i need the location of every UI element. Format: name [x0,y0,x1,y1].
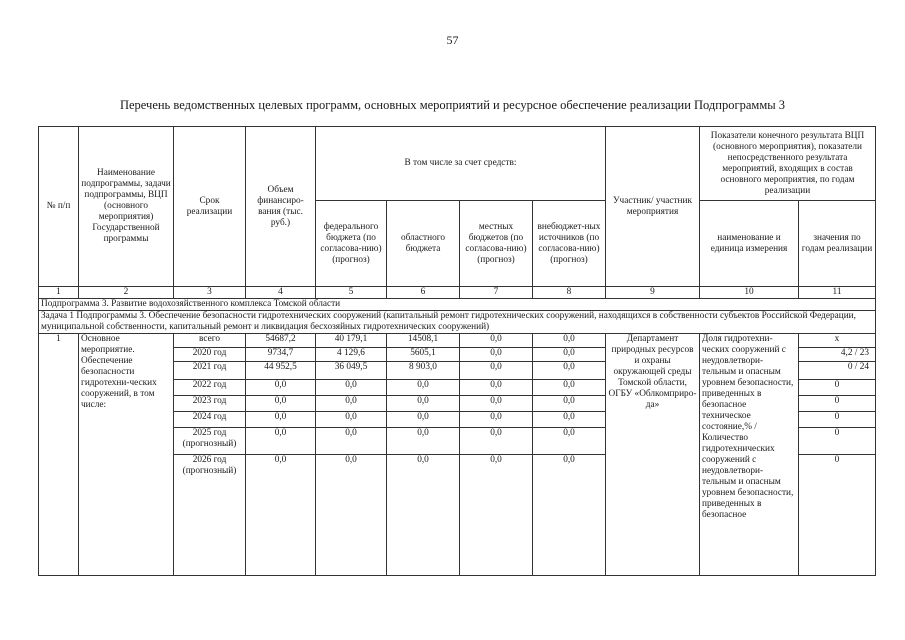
column-number: 5 [316,287,387,299]
header-period: Срок реализации [174,127,246,287]
column-number: 11 [799,287,876,299]
regional-cell: 0,0 [387,428,460,455]
volume-cell: 9734,7 [246,348,316,362]
entry-number: 1 [39,334,79,576]
federal-cell: 0,0 [316,428,387,455]
offbudget-cell: 0,0 [533,428,606,455]
column-number: 8 [533,287,606,299]
regional-cell: 8 903,0 [387,362,460,380]
federal-cell: 0,0 [316,380,387,396]
regional-cell: 14508,1 [387,334,460,348]
header-indicator-values: значения по годам реализации [799,201,876,287]
regional-cell: 0,0 [387,455,460,576]
volume-cell: 0,0 [246,396,316,412]
program-table [38,126,876,576]
header-regional: областного бюджета [387,201,460,287]
header-name: Наименование подпрограммы, задачи подпрограммы, ВЦП (основного мероприятия) Государственной программы [79,127,174,287]
federal-cell: 40 179,1 [316,334,387,348]
offbudget-cell: 0,0 [533,362,606,380]
column-number: 2 [79,287,174,299]
header-participant: Участник/ участник мероприятия [606,127,700,287]
offbudget-cell: 0,0 [533,396,606,412]
offbudget-cell: 0,0 [533,412,606,428]
regional-cell: 0,0 [387,396,460,412]
volume-cell: 0,0 [246,380,316,396]
indicator-value-cell: 0 [799,380,876,396]
header-indicators-group: Показатели конечного результата ВЦП (основного мероприятия), показатели непосредственного результата мероприятий, входящих в состав основного мероприятия, по годам реализации [700,127,876,201]
column-number: 9 [606,287,700,299]
volume-cell: 54687,2 [246,334,316,348]
column-numbers-row [39,287,876,299]
period-cell: 2023 год [174,396,246,412]
volume-cell: 0,0 [246,455,316,576]
regional-cell: 5605,1 [387,348,460,362]
table-row [39,334,876,348]
period-cell: 2025 год (прогнозный) [174,428,246,455]
subprogram-row: Подпрограмма 3. Развитие водохозяйственного комплекса Томской области [39,299,876,311]
regional-cell: 0,0 [387,412,460,428]
period-cell: 2022 год [174,380,246,396]
federal-cell: 0,0 [316,396,387,412]
indicator-value-cell: 0 / 24 [799,362,876,380]
participant-cell: Департамент природных ресурсов и охраны окружающей среды Томской области, ОГБУ «Облкомприро-да» [606,334,700,576]
federal-cell: 0,0 [316,412,387,428]
local-cell: 0,0 [460,412,533,428]
indicator-value-cell: 0 [799,455,876,576]
volume-cell: 44 952,5 [246,362,316,380]
volume-cell: 0,0 [246,428,316,455]
local-cell: 0,0 [460,334,533,348]
offbudget-cell: 0,0 [533,348,606,362]
local-cell: 0,0 [460,428,533,455]
federal-cell: 0,0 [316,455,387,576]
local-cell: 0,0 [460,380,533,396]
column-number: 7 [460,287,533,299]
header-federal: федерального бюджета (по согласова-нию) (прогноз) [316,201,387,287]
indicator-name-cell: Доля гидротехни-ческих сооружений с неудовлетвори-тельным и опасным уровнем безопасности, приведенных в безопасное техническое состояние,% / Количество гидротехнических сооружений с неудовлетвори-тельным и опасным уровнем безопасности, приведенных в безопасное [700,334,799,576]
task-row: Задача 1 Подпрограммы 3. Обеспечение безопасности гидротехнических сооружений (капитальный ремонт гидротехнических сооружений, находящихся в собственности субъектов Российской Федерации, муниципальной собственности, капитальный ремонт и ликвидация бесхозяйных гидротехнических сооружений) [39,311,876,334]
offbudget-cell: 0,0 [533,380,606,396]
header-num: № п/п [39,127,79,287]
offbudget-cell: 0,0 [533,455,606,576]
offbudget-cell: 0,0 [533,334,606,348]
header-offbudget: внебюджет-ных источников (по согласова-нию) (прогноз) [533,201,606,287]
period-cell: 2020 год [174,348,246,362]
header-volume: Объем финансиро-вания (тыс. руб.) [246,127,316,287]
page-number: 57 [446,33,459,47]
indicator-value-cell: 0 [799,412,876,428]
header-local: местных бюджетов (по согласова-нию) (прогноз) [460,201,533,287]
period-cell: 2021 год [174,362,246,380]
period-cell: 2026 год (прогнозный) [174,455,246,576]
column-number: 4 [246,287,316,299]
entry-name: Основное мероприятие. Обеспечение безопасности гидротехни-ческих сооружений, в том числе: [79,334,174,576]
column-number: 1 [39,287,79,299]
indicator-value-cell: х [799,334,876,348]
local-cell: 0,0 [460,396,533,412]
local-cell: 0,0 [460,455,533,576]
indicator-value-cell: 0 [799,396,876,412]
period-cell: всего [174,334,246,348]
volume-cell: 0,0 [246,412,316,428]
column-number: 10 [700,287,799,299]
header-indicator-name: наименование и единица измерения [700,201,799,287]
federal-cell: 36 049,5 [316,362,387,380]
local-cell: 0,0 [460,362,533,380]
local-cell: 0,0 [460,348,533,362]
column-number: 3 [174,287,246,299]
column-number: 6 [387,287,460,299]
federal-cell: 4 129,6 [316,348,387,362]
indicator-value-cell: 0 [799,428,876,455]
period-cell: 2024 год [174,412,246,428]
regional-cell: 0,0 [387,380,460,396]
document-title: Перечень ведомственных целевых программ, основных мероприятий и ресурсное обеспечение реализации Подпрограммы 3 [119,98,786,112]
indicator-value-cell: 4,2 / 23 [799,348,876,362]
header-sources-group: В том числе за счет средств: [316,127,606,201]
